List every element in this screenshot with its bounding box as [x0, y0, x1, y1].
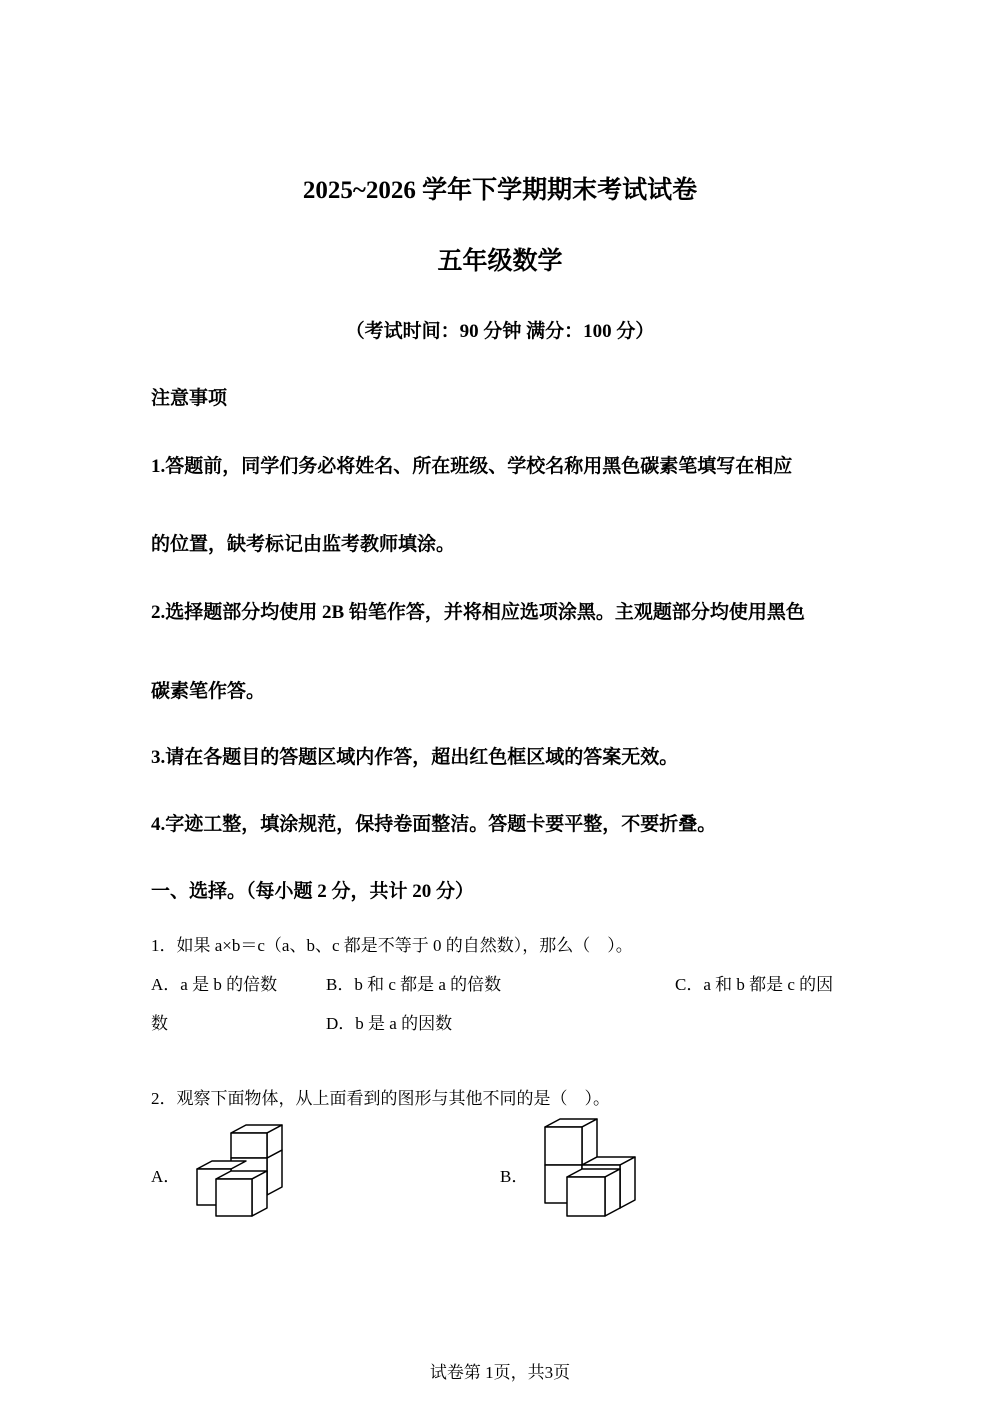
question-2-option-a: A． — [151, 1167, 181, 1186]
exam-subtitle: 五年级数学 — [437, 248, 563, 275]
question-1-option-a: A．a 是 b 的倍数 — [151, 975, 278, 994]
note-line: 2.选择题部分均使用 2B 铅笔作答，并将相应选项涂黑。主观题部分均使用黑色 — [151, 602, 805, 623]
note-line: 1.答题前，同学们务必将姓名、所在班级、学校名称用黑色碳素笔填写在相应 — [151, 456, 793, 477]
question-1-option-d: D．b 是 a 的因数 — [326, 1014, 453, 1033]
note-line: 的位置，缺考标记由监考教师填涂。 — [151, 534, 456, 555]
question-2-stem: 2．观察下面物体，从上面看到的图形与其他不同的是（ ）。 — [151, 1089, 610, 1108]
question-1-option-c: C．a 和 b 都是 c 的因 — [675, 975, 834, 994]
section-heading: 一、选择。（每小题 2 分，共计 20 分） — [151, 881, 475, 902]
question-1-option-b: B．b 和 c 都是 a 的倍数 — [326, 975, 502, 994]
question-1-option-c-continued: 数 — [151, 1014, 168, 1033]
question-2-option-b: B． — [500, 1167, 529, 1186]
note-line: 4.字迹工整，填涂规范，保持卷面整洁。答题卡要平整，不要折叠。 — [151, 814, 717, 835]
exam-info: （考试时间：90 分钟 满分：100 分） — [345, 321, 655, 342]
note-line: 3.请在各题目的答题区域内作答，超出红色框区域的答案无效。 — [151, 747, 679, 768]
notes-heading: 注意事项 — [151, 388, 228, 409]
question-1-stem: 1．如果 a×b＝c（a、b、c 都是不等于 0 的自然数），那么（ ）。 — [151, 936, 633, 955]
note-line: 碳素笔作答。 — [151, 681, 266, 702]
cube-figure-a — [194, 1120, 289, 1220]
cube-figure-b — [542, 1117, 639, 1219]
page-footer: 试卷第 1页，共3页 — [429, 1363, 571, 1382]
exam-title: 2025~2026 学年下学期期末考试试卷 — [302, 177, 698, 204]
